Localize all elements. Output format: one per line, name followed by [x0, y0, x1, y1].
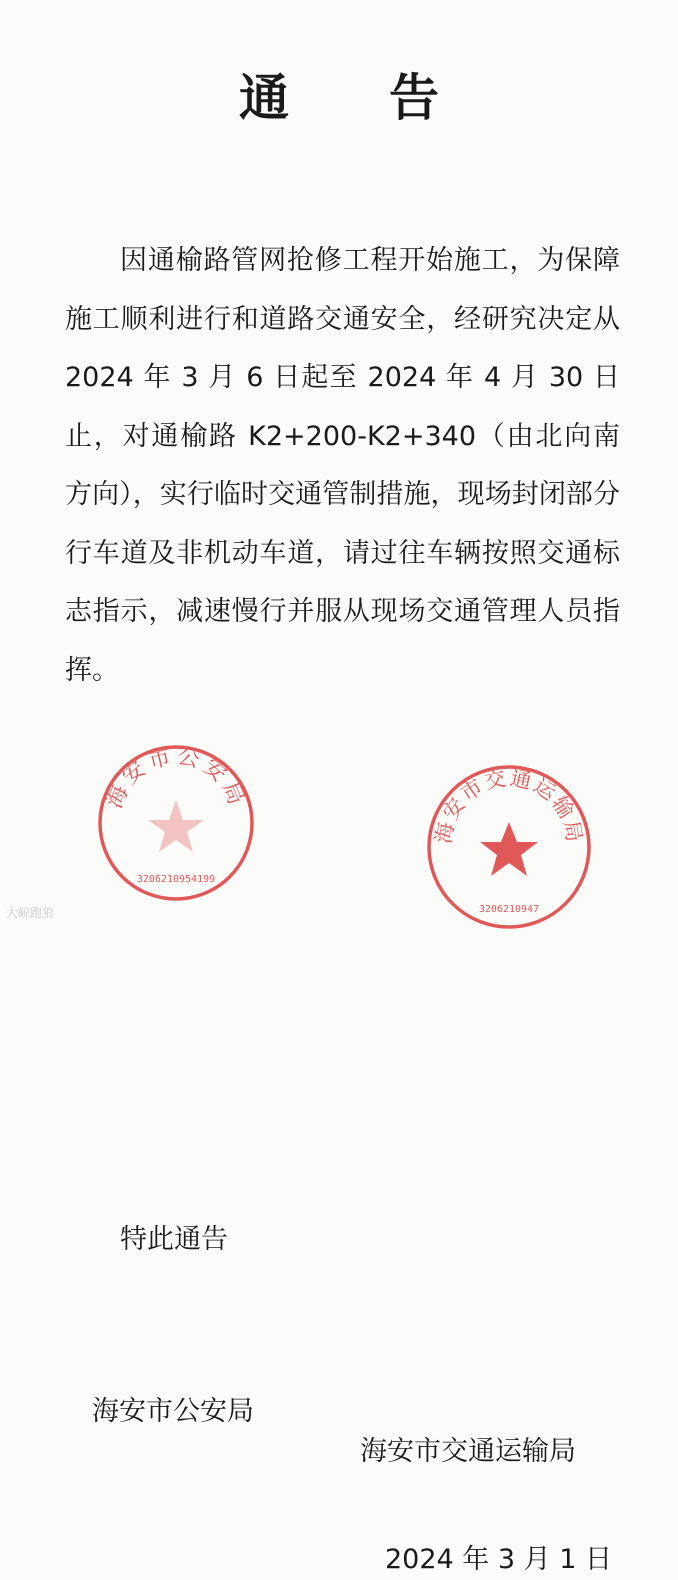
- svg-text:3206210947: 3206210947: [478, 904, 540, 915]
- notice-date: 2024 年 3 月 1 日: [385, 1544, 612, 1575]
- svg-text:海安市交通运输局: 海安市交通运输局: [431, 765, 587, 846]
- svg-text:海安市公安局: 海安市公安局: [101, 743, 251, 813]
- police-bureau-seal: [95, 742, 257, 904]
- signature-transport-bureau: 海安市交通运输局: [360, 1436, 576, 1467]
- watermark: 大鲸跑狼: [6, 906, 55, 920]
- notice-title: 通告: [239, 69, 539, 127]
- notice-closing: 特此通告: [120, 1224, 228, 1255]
- notice-body: 因通榆路管网抢修工程开始施工，为保障施工顺利进行和道路交通安全，经研究决定从 2024 年 3 月 6 日起至 2024 年 4 月 30 日止，对通榆路 K2+200-K2+340（由北向南方向），实行临时交通管制措施，现场封闭部分行车道及非机动车道，请过往车辆按照交通标志指示，减速慢行并服从现场交通管理人员指挥。: [65, 245, 620, 686]
- transport-bureau-seal: [424, 762, 594, 932]
- signature-police-bureau: 海安市公安局: [92, 1396, 254, 1427]
- svg-text:3206210954199: 3206210954199: [136, 874, 216, 885]
